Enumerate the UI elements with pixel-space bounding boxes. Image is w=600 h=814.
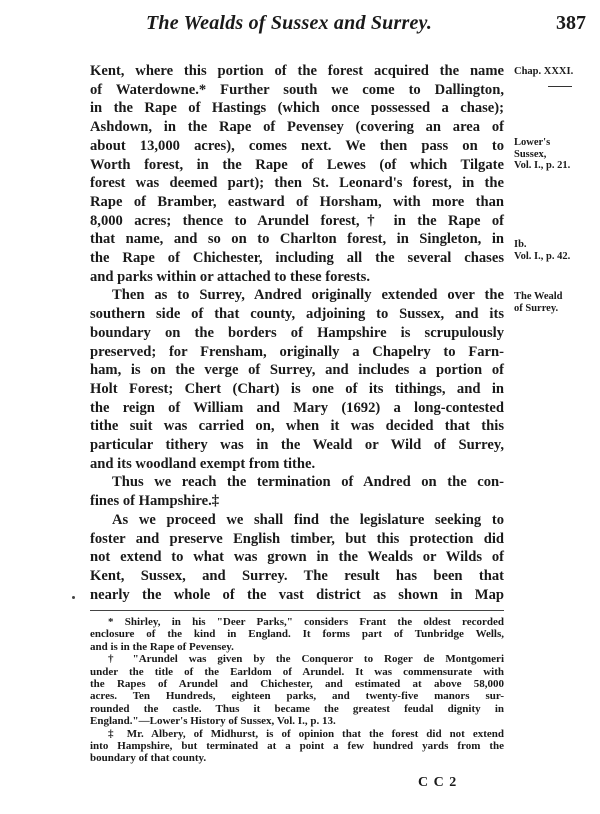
body-line: Rape of Bramber, eastward of Horsham, with more than [90,193,504,210]
body-line: the Rape of Chichester, including all the several chases [90,250,504,267]
body-line: Holt Forest; Chert (Chart) is one of its tithings, and in [90,380,504,397]
margin-mark [72,596,75,599]
sidenote-line: Lower's [514,137,551,148]
sidenote-line: of Surrey. [514,302,559,314]
body-line: fines of Hampshire.‡ [90,493,220,510]
body-line: Worth forest, in the Rape of Lewes (of which Tilgate [90,156,504,173]
chapter-rule [548,86,572,87]
footnotes [90,616,504,765]
body-line: in the Rape of Hastings (which once possessed a chase); [90,100,504,117]
body-line: As we proceed we shall find the legislature seeking to [112,511,504,528]
body-line: of Waterdowne.* Further south we come to Dallington, [90,81,504,98]
footnote-line: rounded the castle. Thus it became the greatest feudal dignity in [90,702,504,715]
sidenote-line: The Weald [514,291,563,302]
sidenote-line: Ib. [514,239,527,250]
body-line: Kent, where this portion of the forest acquired the name [90,63,504,79]
body-line: Thus we reach the termination of Andred on the con- [112,474,504,491]
sidenote-ib [514,239,570,262]
footnote-line: † "Arundel was given by the Conqueror to Roger de Montgomeri [108,653,504,666]
body-line: ham, is on the verge of Surrey, and includes a portion of [90,362,504,379]
sidenote-line: Sussex, [514,148,547,160]
sidenote-weald-of-surrey [514,291,563,314]
body-line: preserved; for Frensham, originally a Chapelry to Farn- [90,343,504,360]
signature-mark: C C 2 [418,775,458,790]
sidenote-lowers-sussex [514,137,570,172]
page-number: 387 [556,12,586,34]
body-line: 8,000 acres; thence to Arundel forest,† in the Rape of [90,212,504,229]
footnote-line: into Hampshire, but terminated at a point a few hundred yards from the [90,740,504,753]
sidenote-chapter: Chap. XXXI. [514,66,574,77]
body-line: Then as to Surrey, Andred originally extended over the [112,287,504,304]
sidenote-line: Vol. I., p. 21. [514,160,571,171]
footnote-line: the Rapes of Arundel and Chichester, and estimated at above 58,000 [90,678,504,691]
body-line: Kent, Sussex, and Surrey. The result has been that [90,567,504,584]
body-line: nearly the whole of the vast district as shown in Map [90,586,504,603]
body-line: not extend to what was grown in the Wealds or Wilds of [90,549,504,566]
sidenote-line: Vol. I., p. 42. [514,250,571,262]
body-line: foster and preserve English timber, but this protection did [90,530,504,547]
footnote-line: under the title of the Earldom of Arundel. It was commensurate with [90,665,504,678]
body-line: and parks within or attached to these forests. [90,268,370,285]
footnote-line: enclosure of the kind in England. It forms part of Tunbridge Wells, [90,628,504,641]
page-header [86,12,586,38]
footnote-line: boundary of that county. [90,752,207,765]
body-line: Ashdown, in the Rape of Pevensey (covering an area of [90,119,504,136]
footnote-rule [90,610,504,611]
footnote-line: and is in the Rape of Pevensey. [90,640,234,653]
footnote-line: ‡ Mr. Albery, of Midhurst, is of opinion that the forest did not extend [108,727,504,740]
body-line: boundary on the borders of Hampshire is scrupulously [90,324,504,341]
running-title: The Wealds of Sussex and Surrey. [146,12,433,34]
footnote-line: acres. Ten Hundreds, eighteen parks, and twenty-five manors sur- [90,690,504,703]
body-line: and its woodland exempt from tithe. [90,455,316,472]
body-line: that name, and so on to Charlton forest, in Singleton, in [90,231,504,248]
body-line: the reign of William and Mary (1692) a long-contested [90,399,504,416]
body-line: tithe suit was carried on, when it was decided that this [90,418,504,435]
footnote-line: * Shirley, in his "Deer Parks," considers Frant the oldest recorded [108,616,504,628]
body-line: forest was deemed part); then St. Leonard's forest, in the [90,175,504,192]
body-text [90,62,504,604]
footnote-line: England."—Lower's History of Sussex, Vol. I., p. 13. [90,715,336,728]
body-line: about 13,000 acres), comes next. We then pass on to [90,137,504,154]
body-line: southern side of that county, adjoining to Sussex, and its [90,306,504,323]
body-line: particular tithery was in the Weald or Wild of Surrey, [90,437,504,454]
